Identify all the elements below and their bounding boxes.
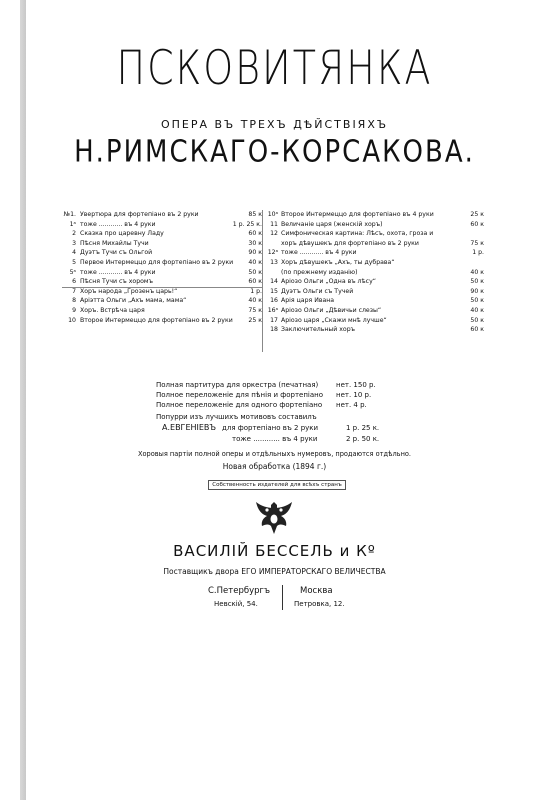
list-item: 16 Арія царя Ивана 50 к — [270, 297, 484, 305]
address-petersburg: Невскій, 54. — [214, 600, 258, 608]
score-orchestra: Полная партитура для оркестра (печатная) — [156, 381, 319, 389]
publisher-purveyor: Поставщикъ двора ЕГО ИМПЕРАТОРСКАГО ВЕЛИЧЕСТВА — [163, 567, 386, 576]
list-item: 5ᵃ тоже ............ въ 4 руки 50 к — [69, 268, 262, 276]
score-piano: Полное переложеніе для одного фортепіано — [156, 401, 323, 409]
column-divider — [262, 210, 263, 352]
numbers-list-right — [266, 210, 484, 335]
list-item: 7 Хоръ народа „Грозенъ царь!“ 1 р. — [72, 287, 262, 295]
list-item: 11 Величаніе царя (женскій хоръ) 60 к — [270, 220, 484, 228]
potpourri-4-hands: тоже ............ въ 4 руки — [232, 435, 318, 443]
list-item: 10ᵃ Второе Интермеццо для фортепіано въ 4 руки 25 к — [267, 211, 484, 218]
list-item: 2 Сказка про царевну Ладу 60 к — [72, 230, 262, 238]
imperial-eagle-icon — [253, 498, 295, 538]
rights-stamp: Собственность издателей для всѣхъ странъ — [208, 480, 346, 490]
potpourri-2-hands-price: 1 р. 25 к. — [346, 424, 380, 432]
address-moscow: Петровка, 12. — [294, 600, 345, 608]
composer-name: Н.РИМСКАГО-КОРСАКОВА. — [74, 135, 475, 170]
score-voice-piano: Полное переложеніе для пѣнія и фортепіано — [156, 391, 323, 399]
numbers-list-left — [62, 210, 262, 325]
list-item: хоръ дѣвушекъ для фортепіано въ 2 руки 75 к — [281, 239, 484, 247]
score-voice-piano-price: нет. 10 р. — [336, 391, 372, 399]
opera-subtitle: ОПЕРА ВЪ ТРЕХЪ ДѢЙСТВІЯХЪ — [160, 118, 389, 131]
list-divider — [62, 287, 262, 288]
city-petersburg: С.Петербургъ — [208, 586, 270, 596]
list-item: 5 Первое Интермеццо для фортепіано въ 2 руки 40 к — [72, 258, 262, 266]
publisher-name: ВАСИЛІЙ БЕССЕЛЬ и Кº — [173, 542, 376, 560]
score-orchestra-price: нет. 150 р. — [336, 381, 376, 389]
opera-title: ПСКОВИТЯНКА — [116, 40, 433, 95]
edition-note: Новая обработка (1894 г.) — [222, 462, 327, 471]
list-item: 8 Аріэтта Ольги „Ахъ мама, мама“ 40 к — [72, 297, 262, 305]
list-item: 1ᵃ тоже ............ въ 4 руки 1 р. 25 к. — [69, 220, 262, 228]
list-item: 17 Аріозо царя „Скажи мнѣ лучше“ 50 к — [270, 316, 484, 324]
list-item: 14 Аріозо Ольги „Одна въ лѣсу“ 50 к — [270, 278, 484, 286]
city-moscow: Москва — [300, 586, 333, 596]
score-piano-price: нет. 4 р. — [336, 401, 367, 409]
list-item: 10 Второе Интермеццо для фортепіано въ 2 руки 25 к — [68, 316, 262, 324]
list-item: 13 Хоръ дѣвушекъ „Ахъ, ты дубрава“ — [270, 258, 395, 266]
list-item: 12ᵃ тоже ............ въ 4 руки 1 р. — [267, 249, 484, 257]
potpourri-2-hands: для фортепіано въ 2 руки — [222, 424, 319, 432]
list-item: 15 Дуэтъ Ольги съ Тучей 90 к — [270, 287, 484, 295]
list-item: №1. Увертюра для фортепіано въ 2 руки 85 к — [63, 211, 262, 218]
list-item: 12 Симфоническая картина: Лѣсъ, охота, гроза и — [270, 230, 434, 238]
choral-parts-note: Хоровыя партіи полной оперы и отдѣльныхъ нумеровъ, продаются отдѣльно. — [137, 450, 412, 458]
potpourri-arranger: А.ЕВГЕНІЕВЪ — [162, 423, 217, 432]
list-item: 9 Хоръ. Встрѣча царя 75 к — [72, 306, 262, 314]
list-item: (по прежнему изданію) 40 к — [281, 268, 484, 276]
list-item: 4 Дуэтъ Тучи съ Ольгой 90 к — [72, 249, 262, 257]
city-separator — [282, 585, 283, 610]
potpourri-intro: Попурри изъ лучшихъ мотивовъ составилъ — [156, 413, 317, 421]
list-item: 3 Пѣсня Михайлы Тучи 30 к — [72, 239, 262, 247]
list-item: 16ᵃ Аріозо Ольги „Дѣвичьи слезы“ 40 к — [267, 306, 484, 314]
list-item: 18 Заключительный хоръ 60 к — [270, 326, 484, 334]
list-item: 6 Пѣсня Тучи съ хоромъ 60 к — [72, 278, 262, 286]
potpourri-4-hands-price: 2 р. 50 к. — [346, 435, 380, 443]
